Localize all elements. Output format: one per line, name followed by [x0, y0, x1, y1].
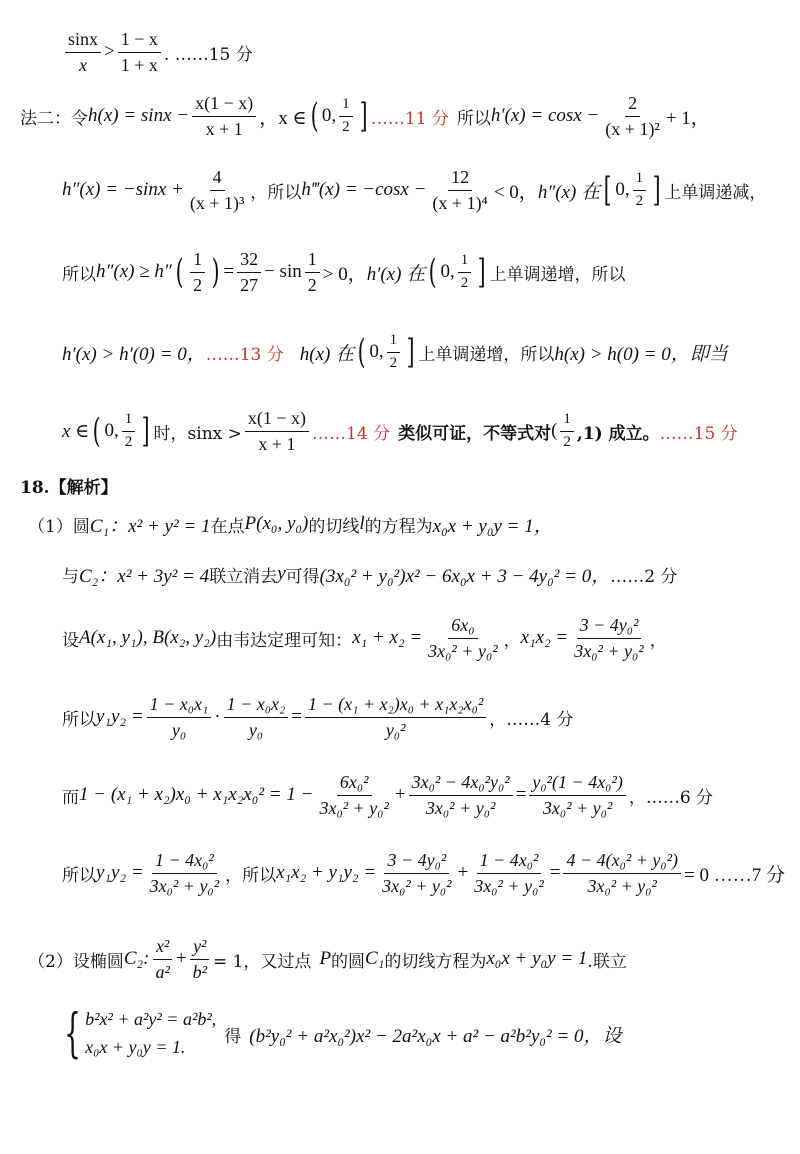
equation-system: { b²x² + a²y² = a²b², x₀x + y₀y = 1. — [64, 1004, 217, 1064]
fraction: $\frac{\text{y₀²(1 − 4x₀²)}}{\text{3x₀² + y₀²}}$ — [529, 772, 625, 818]
line-p7: （2）设椭圆 C₂: $\frac{\text{x²}}{\text{a²}}$ + $\frac{\text{y²}}{\text{b²}}$ = 1，又过点 P 的圆 C₁ 的切线方程为 x₀x + y₀y = 1 .联立 — [28, 935, 627, 982]
line-p2: 与 C₂：x² + 3y² = 4 联立消去 y 可得 (3x₀² + y₀²)x² − 6x₀x + 3 − 4y₀² = 0， ……2 分 — [62, 563, 678, 587]
fraction: $\frac{\text{6x₀²}}{\text{3x₀² + y₀²}}$ — [319, 771, 389, 818]
line-5: h′(x) > h′(0) = 0， ……13 分 h(x) 在 ( 0, $\frac{1}{2}$ ] 上单调递增，所以 h(x) > h(0) = 0，即当 — [62, 332, 728, 372]
fraction: $\frac{32}{27}$ — [237, 249, 261, 295]
line-p6: 所以 y₁y₂ = $\frac{\text{1 − 4x₀²}}{\text{3x₀² + y₀²}}$ ，所以 x₁x₂ + y₁y₂ = $\frac{\text{3 − 4y₀²}}{\text{3x₀² + y₀²}}$ + $\frac{\text{1 − 4x₀²}}{\text{3x₀² + y₀²}}$ = $\frac{\text{4 − 4(x₀² + y₀²)}}{\text{3x₀² + y₀²}}$ = 0 ……7 分 — [62, 849, 785, 896]
fraction: $\frac{\text{1 − 4x₀²}}{\text{3x₀² + y₀²}}$ — [474, 849, 544, 896]
fraction: $\frac{\text{1 − (x₁ + x₂)x₀ + x₁x₂x₀²}}{\text{y₀²}}$ — [305, 694, 486, 740]
fraction: $\frac{\text{4 − 4(x₀² + y₀²)}}{\text{3x₀² + y₀²}}$ — [563, 850, 681, 896]
problem-18-heading: 18.【解析】 — [20, 477, 118, 498]
fraction: $\frac{1}{2}$ — [190, 249, 205, 295]
line-3: h″(x) = −sinx + $\frac{4}{\text{(x + 1)³}}$ ，所以 h‴(x) = −cosx − $\frac{12}{\text{(x + 1)⁴}}$ < 0， h″(x) 在 [ 0, $\frac{1}{2}$ ] 上单调递减， — [62, 166, 767, 213]
fraction: $\frac{1}{2}$ — [458, 252, 472, 292]
fraction: $\frac{\text{3 − 4y₀²}}{\text{3x₀² + y₀²}}$ — [382, 849, 452, 896]
line-p8: { b²x² + a²y² = a²b², x₀x + y₀y = 1. 得 (b²y₀² + a²x₀²)x² − 2a²x₀x + a² − a²b²y₀² = 0，设 — [56, 998, 622, 1070]
fraction: $\frac{1}{2}$ — [122, 411, 136, 451]
score-mark: ……11 分 — [370, 108, 449, 129]
fraction: $\frac{\text{3 − 4y₀²}}{\text{3x₀² + y₀²}}$ — [574, 614, 644, 661]
fraction: $\frac{\text{6x₀}}{\text{3x₀² + y₀²}}$ — [428, 614, 498, 661]
line-p4: 所以 y₁y₂ = $\frac{\text{1 − x₀x₁}}{\text{y₀}}$ · $\frac{\text{1 − x₀x₂}}{\text{y₀}}$ = $\frac{\text{1 − (x₁ + x₂)x₀ + x₁x₂x₀²}}{\text{y₀²}}$ ，……4 分 — [62, 693, 574, 740]
fraction: $\frac{1}{2}$ — [633, 170, 647, 210]
fraction: $\frac{1}{2}$ — [560, 411, 574, 451]
fraction: $\frac{\text{y²}}{\text{b²}}$ — [190, 936, 210, 982]
line-p5: 而 1 − (x₁ + x₂)x₀ + x₁x₂x₀² = 1 − $\frac{\text{6x₀²}}{\text{3x₀² + y₀²}}$ + $\frac{\text{3x₀² − 4x₀²y₀²}}{\text{3x₀² + y₀²}}$ = $\frac{\text{y₀²(1 − 4x₀²)}}{\text{3x₀² + y₀²}}$ ，……6 分 — [62, 771, 714, 818]
fraction: $\frac{1}{2}$ — [305, 249, 320, 295]
fraction: $\frac{\text{1 − x₀x₂}}{\text{y₀}}$ — [224, 694, 289, 740]
line-2: 法二：令 h(x) = sinx − $\frac{x(1 - x)}{x + 1}$ ，x ∈ ( 0, $\frac{1}{2}$ ] ……11 分 所以 h′(x) = cosx − $\frac{2}{\text{(x + 1)²}}$ + 1， — [20, 92, 710, 139]
fraction: $\frac{1}{2}$ — [387, 332, 401, 372]
fraction: $\frac{x(1 - x)}{x + 1}$ — [192, 93, 256, 139]
score-mark: ……15 分 — [659, 423, 738, 444]
fraction: $\frac{1}{2}$ — [339, 96, 353, 136]
score-mark: ……13 分 — [205, 344, 284, 365]
fraction: $\frac{2}{\text{(x + 1)²}}$ — [605, 92, 660, 139]
fraction: $\frac{\sin x}{x}$ — [65, 29, 101, 75]
fraction: $\frac{\text{1 − 4x₀²}}{\text{3x₀² + y₀²}}$ — [149, 849, 220, 896]
fraction: $\frac{\text{x²}}{\text{a²}}$ — [152, 936, 172, 982]
line-p3: 设 A(x₁, y₁), B(x₂, y₂) 由韦达定理可知： x₁ + x₂ = $\frac{\text{6x₀}}{\text{3x₀² + y₀²}}$ ， x₁x₂ = $\frac{\text{3 − 4y₀²}}{\text{3x₀² + y₀²}}$ ， — [62, 614, 667, 661]
fraction: $\frac{\text{3x₀² − 4x₀²y₀²}}{\text{3x₀² + y₀²}}$ — [409, 772, 513, 818]
line-4: 所以 h″(x) ≥ h″ ( $\frac{1}{2}$ ) = $\frac{32}{27}$ − sin $\frac{1}{2}$ > 0， h′(x) 在 ( 0, $\frac{1}{2}$ ] 上单调递增，所以 — [62, 248, 626, 295]
score-mark: ……14 分 — [312, 423, 391, 444]
fraction: $\frac{\text{1 − x₀x₁}}{\text{y₀}}$ — [147, 694, 212, 740]
line-1: $\frac{\sin x}{x}$ > $\frac{1 - x}{1 + x}$ . ……15 分 — [62, 22, 253, 82]
line-6: x ∈ ( 0, $\frac{1}{2}$ ] 时，sinx > $\frac{x(1 - x)}{x + 1}$ ……14 分 类似可证，不等式对 ( $\frac{1}{2}$ ,1) 成立。 ……15 分 — [62, 407, 738, 454]
fraction: $\frac{1 - x}{1 + x}$ — [118, 29, 161, 75]
fraction: $\frac{x(1 - x)}{x + 1}$ — [245, 408, 309, 454]
fraction: $\frac{12}{\text{(x + 1)⁴}}$ — [432, 166, 488, 213]
fraction: $\frac{4}{\text{(x + 1)³}}$ — [189, 166, 245, 213]
line-p1: （1）圆 C₁：x² + y² = 1 在点 P(x₀, y₀) 的切线 l 的方程为 x₀x + y₀y = 1， — [28, 513, 553, 537]
